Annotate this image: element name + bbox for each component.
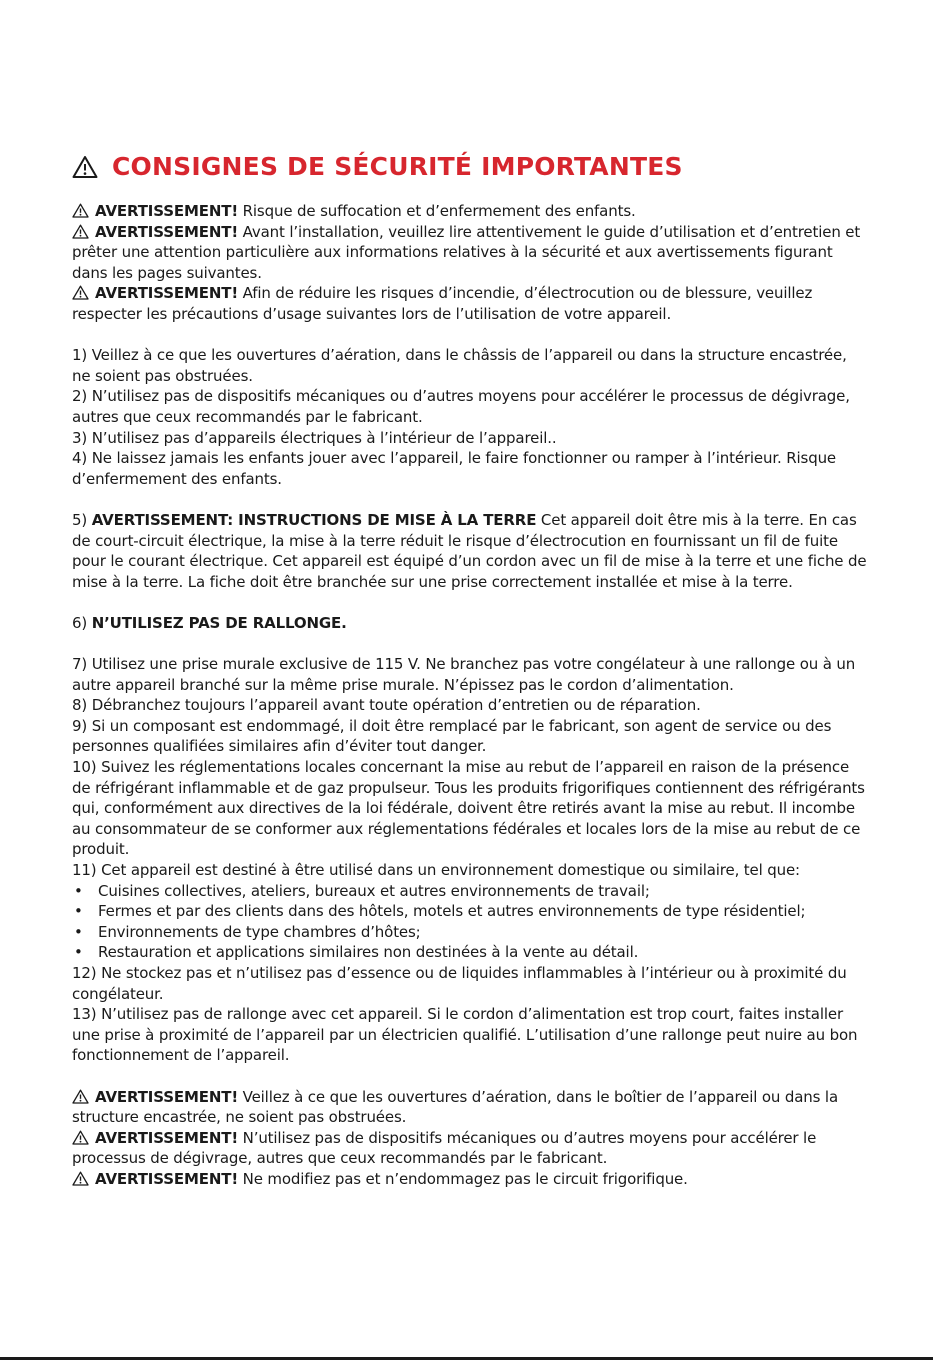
warning-text: Veillez à ce que les ouvertures d’aération, dans le boîtier de l’appareil ou dans la structure encastrée, ne soient pas obstruées. [72, 1087, 838, 1127]
warning-triangle-icon [72, 203, 89, 218]
bullet-item [72, 942, 867, 963]
warning-text: Ne modifiez pas et n’endommagez pas le circuit frigorifique. [238, 1169, 688, 1188]
bullet-text: Cuisines collectives, ateliers, bureaux et autres environnements de travail; [98, 881, 650, 900]
warnings-top [72, 201, 867, 325]
items-7-11 [72, 654, 867, 881]
bullet-dot: • [74, 922, 83, 941]
warning-label: AVERTISSEMENT! [95, 1087, 239, 1106]
warning-text: Avant l’installation, veuillez lire attentivement le guide d’utilisation et d’entretien et prêter une attention particulière aux informations relatives à la sécurité et aux avertissements figurant dans les pages suivantes. [72, 222, 861, 282]
numbered-item: 1) Veillez à ce que les ouvertures d’aération, dans le châssis de l’appareil ou dans la structure encastrée, ne soient pas obstruées. [72, 346, 847, 385]
bullet-text: Environnements de type chambres d’hôtes; [98, 922, 421, 941]
warning-triangle-icon [72, 1171, 89, 1186]
safety-heading [72, 152, 867, 181]
warning-paragraph [72, 1128, 867, 1169]
bullet-text: Fermes et par des clients dans des hôtels, motels et autres environnements de type résidentiel; [98, 902, 806, 921]
warning-label: AVERTISSEMENT! [95, 202, 239, 220]
heading-text: CONSIGNES DE SÉCURITÉ IMPORTANTES [112, 152, 683, 181]
numbered-item: 9) Si un composant est endommagé, il doit être remplacé par le fabricant, son agent de service ou des personnes qualifiées similaires afin d’éviter tout danger. [72, 716, 832, 756]
numbered-item: 10) Suivez les réglementations locales concernant la mise au rebut de l’appareil en raison de la présence de réfrigérant inflammable et de gaz propulseur. Tous les produits frigorifiques contiennent des réfrigérants qui, conformément aux directives de la loi fédérale, doivent être retirés avant la mise au rebut. Il incombe au consommateur de se conformer aux réglementations fédérales et locales lors de la mise au rebut de ce produit. [72, 758, 865, 859]
warning-triangle-icon [72, 1089, 89, 1104]
item-bold-label: AVERTISSEMENT: INSTRUCTIONS DE MISE À LA TERRE [91, 510, 537, 529]
item-bold-label: N’UTILISEZ PAS DE RALLONGE. [91, 613, 347, 632]
bullet-item [72, 881, 867, 902]
bullet-dot: • [74, 943, 83, 962]
bullet-item [72, 901, 867, 922]
numbered-item: 7) Utilisez une prise murale exclusive de 115 V. Ne branchez pas votre congélateur à une rallonge ou à un autre appareil branché sur la même prise murale. N’épissez pas le cordon d’alimentation. [72, 655, 856, 694]
warning-label: AVERTISSEMENT! [95, 1169, 239, 1188]
safety-text [72, 201, 867, 1190]
bullet-item [72, 922, 867, 943]
bullet-list [72, 881, 867, 963]
numbered-item: 8) Débranchez toujours l’appareil avant toute opération d’entretien ou de réparation. [72, 696, 701, 715]
bullet-text: Restauration et applications similaires non destinées à la vente au détail. [98, 943, 639, 962]
warning-triangle-icon [72, 1130, 89, 1145]
warning-label: AVERTISSEMENT! [95, 222, 239, 241]
warnings-bottom [72, 1087, 867, 1190]
numbered-item-6 [72, 613, 867, 634]
bullet-dot: • [74, 902, 83, 921]
items-12-13 [72, 963, 867, 1066]
items-1-4 [72, 345, 867, 489]
warning-triangle-icon [72, 224, 89, 239]
numbered-item-5 [72, 510, 867, 592]
page-bottom-rule [0, 1357, 933, 1360]
warning-text: N’utilisez pas de dispositifs mécaniques ou d’autres moyens pour accélérer le processus de dégivrage, autres que ceux recommandés par le fabricant. [72, 1128, 817, 1168]
warning-label: AVERTISSEMENT! [95, 1128, 239, 1147]
warning-triangle-icon [72, 155, 98, 179]
warning-paragraph [72, 222, 867, 284]
warning-paragraph [72, 1169, 867, 1190]
numbered-item: 13) N’utilisez pas de rallonge avec cet appareil. Si le cordon d’alimentation est trop court, faites installer une prise à proximité de l’appareil par un électricien qualifié. L’utilisation d’une rallonge peut nuire au bon fonctionnement de l’appareil. [72, 1005, 858, 1065]
safety-page [72, 152, 867, 1190]
warning-label: AVERTISSEMENT! [95, 284, 239, 303]
bullet-dot: • [74, 881, 83, 900]
numbered-item: 2) N’utilisez pas de dispositifs mécaniques ou d’autres moyens pour accélérer le processus de dégivrage, autres que ceux recommandés par le fabricant. [72, 387, 850, 426]
item-number: 6) [72, 613, 92, 632]
warning-paragraph [72, 283, 867, 324]
warning-text: Afin de réduire les risques d’incendie, d’électrocution ou de blessure, veuillez respecter les précautions d’usage suivantes lors de l’utilisation de votre appareil. [72, 284, 813, 323]
numbered-item: 12) Ne stockez pas et n’utilisez pas d’essence ou de liquides inflammables à l’intérieur ou à proximité du congélateur. [72, 963, 847, 1003]
numbered-item: 4) Ne laissez jamais les enfants jouer avec l’appareil, le faire fonctionner ou ramper à l’intérieur. Risque d’enfermement des enfants. [72, 449, 837, 488]
numbered-item: 3) N’utilisez pas d’appareils électriques à l’intérieur de l’appareil.. [72, 428, 557, 447]
warning-paragraph [72, 1087, 867, 1128]
warning-paragraph [72, 201, 867, 222]
warning-text: Risque de suffocation et d’enfermement des enfants. [238, 202, 636, 220]
item-number: 5) [72, 510, 92, 529]
warning-triangle-icon [72, 285, 89, 300]
item-text: Cet appareil doit être mis à la terre. En cas de court-circuit électrique, la mise à la terre réduit le risque d’électrocution en fournissant un fil de fuite pour le courant électrique. Cet appareil est équipé d’un cordon avec un fil de mise à la terre et une fiche de mise à la terre. La fiche doit être branchée sur une prise correctement installée et mise à la terre. [72, 510, 867, 591]
numbered-item: 11) Cet appareil est destiné à être utilisé dans un environnement domestique ou similaire, tel que: [72, 861, 800, 879]
